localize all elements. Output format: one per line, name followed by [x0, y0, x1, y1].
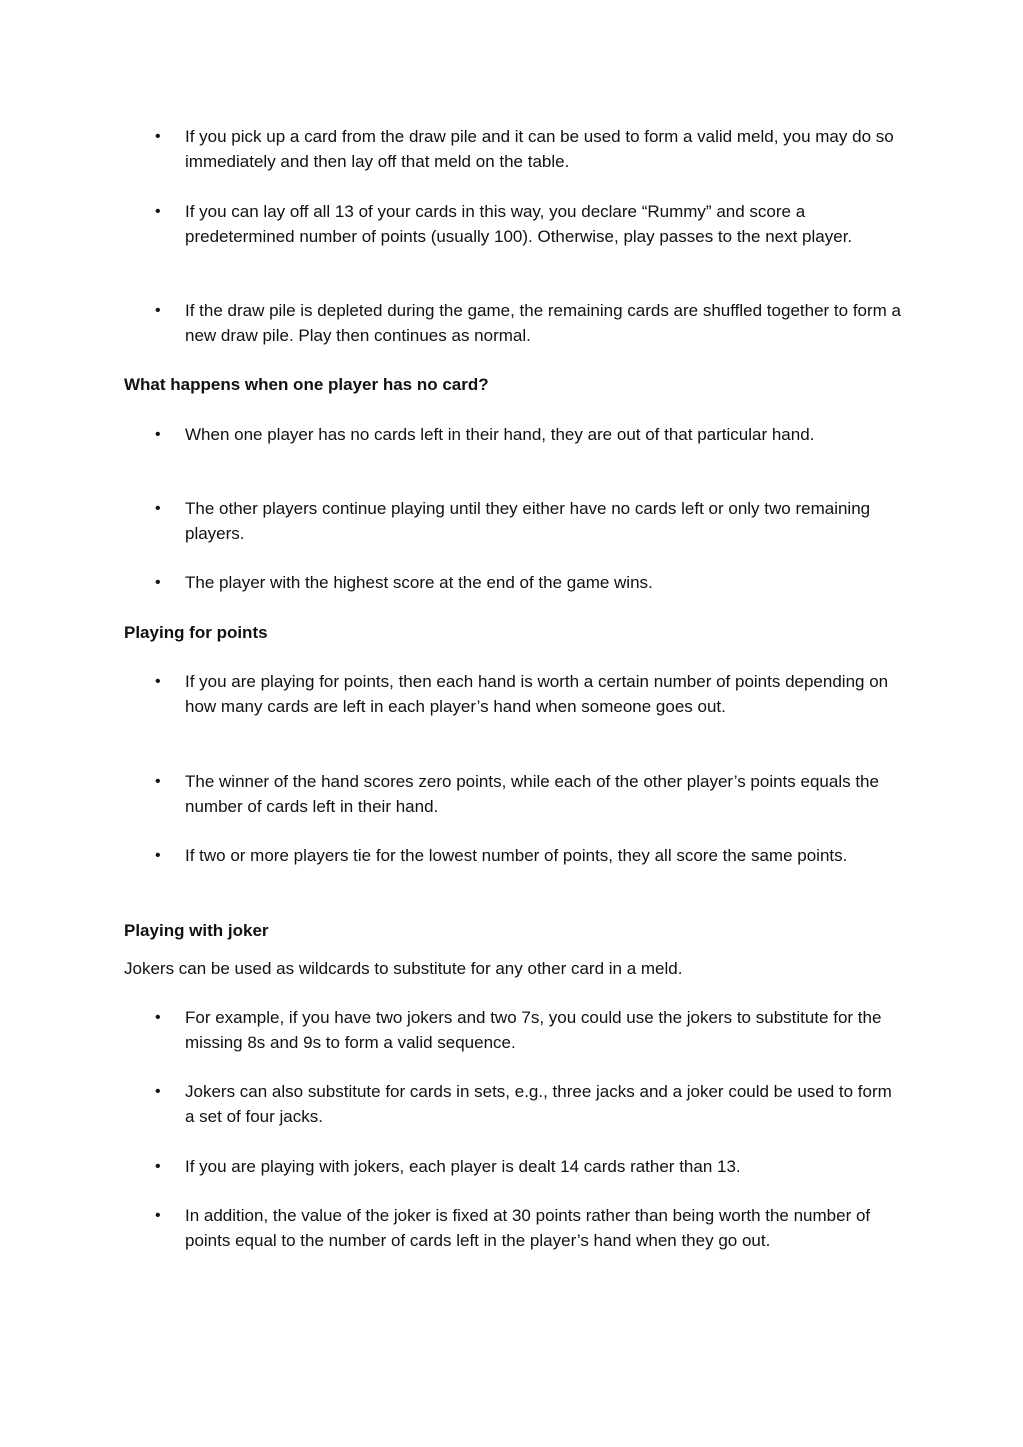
list-item-text: If you are playing for points, then each hand is worth a certain number of points depending on how many cards are left in each player’s hand when someone goes out.	[185, 672, 889, 716]
list-item-text: In addition, the value of the joker is fixed at 30 points rather than being worth the number of points equal to the number of cards left in the player’s hand when they go out.	[185, 1206, 871, 1250]
list-item-text: If you are playing with jokers, each player is dealt 14 cards rather than 13.	[185, 1157, 741, 1176]
bullet-marker: •	[155, 673, 161, 690]
section-intro: Jokers can be used as wildcards to substitute for any other card in a meld.	[124, 959, 683, 978]
bullet-marker: •	[155, 574, 161, 591]
list-item-text: When one player has no cards left in their hand, they are out of that particular hand.	[185, 425, 815, 444]
bullet-marker: •	[155, 773, 161, 790]
list-item-text: If the draw pile is depleted during the game, the remaining cards are shuffled together to form a new draw pile. Play then continues as normal.	[185, 301, 901, 345]
list-item-text: If you can lay off all 13 of your cards in this way, you declare “Rummy” and score a predetermined number of points (usually 100). Otherwise, play passes to the next player.	[185, 202, 853, 246]
list-item-text: The other players continue playing until they either have no cards left or only two remaining players.	[185, 499, 871, 543]
section-heading: What happens when one player has no card?	[124, 375, 489, 394]
bullet-marker: •	[155, 426, 161, 443]
bullet-marker: •	[155, 203, 161, 220]
bullet-marker: •	[155, 1083, 161, 1100]
list-item-text: Jokers can also substitute for cards in sets, e.g., three jacks and a joker could be used to form a set of four jacks.	[185, 1082, 892, 1126]
list-item-text: If two or more players tie for the lowest number of points, they all score the same points.	[185, 846, 848, 865]
list-item-text: For example, if you have two jokers and two 7s, you could use the jokers to substitute for the missing 8s and 9s to form a valid sequence.	[185, 1008, 882, 1052]
section-heading: Playing with joker	[124, 921, 269, 940]
bullet-marker: •	[155, 128, 161, 145]
list-item-text: If you pick up a card from the draw pile and it can be used to form a valid meld, you may do so immediately and then lay off that meld on the table.	[185, 127, 894, 171]
bullet-marker: •	[155, 1009, 161, 1026]
bullet-marker: •	[155, 847, 161, 864]
list-item-text: The winner of the hand scores zero points, while each of the other player’s points equals the number of cards left in their hand.	[185, 772, 879, 816]
bullet-marker: •	[155, 500, 161, 517]
list-item-text: The player with the highest score at the end of the game wins.	[185, 573, 653, 592]
bullet-marker: •	[155, 1158, 161, 1175]
bullet-marker: •	[155, 302, 161, 319]
section-heading: Playing for points	[124, 623, 268, 642]
bullet-marker: •	[155, 1207, 161, 1224]
